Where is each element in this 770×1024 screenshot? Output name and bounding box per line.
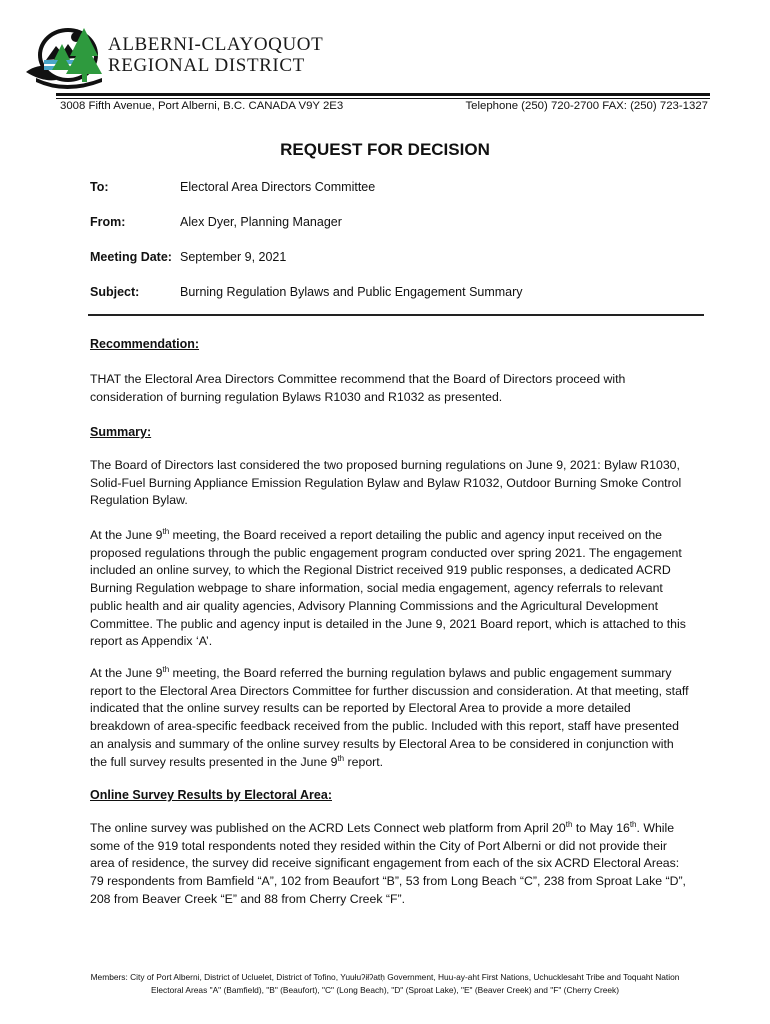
header-rule-thick <box>56 93 710 96</box>
summary-paragraph-2 <box>90 527 690 651</box>
summary-paragraph-1: The Board of Directors last considered the two proposed burning regulations on June 9, 2021: Bylaw R1030, Solid-Fuel Burning Appliance Emission Regulation Bylaw and Bylaw R1032, Outdoor Burning Smoke Control Regulation Bylaw. <box>90 458 682 508</box>
to-value: Electoral Area Directors Committee <box>180 180 376 194</box>
recommendation-heading: Recommendation: <box>90 337 200 351</box>
recommendation-text: THAT the Electoral Area Directors Committee recommend that the Board of Directors proceed with consideration of burning regulation Bylaws R1030 and R1032 as presented. <box>90 372 626 404</box>
district-logo-icon <box>22 22 112 92</box>
section-divider <box>88 314 704 316</box>
org-name-line1: ALBERNI-CLAYOQUOT <box>108 34 324 55</box>
meeting-date-label: Meeting Date: <box>90 250 172 264</box>
summary-paragraph-3 <box>90 665 690 771</box>
header-rule-thin <box>56 98 710 99</box>
footer-electoral-areas: Electoral Areas "A" (Bamfield), "B" (Beaufort), "C" (Long Beach), "D" (Sproat Lake), "E" (Beaver Creek) and "F" (Cherry Creek) <box>150 984 620 995</box>
summary-p3-middle: meeting, the Board referred the burning regulation bylaws and public engagement summary report to the Electoral Area Directors Committee for further discussion and consideration. At that meeting, staff indicated that the online survey results can be reported by Electoral Area to provide a more detailed breakdown of area-specific feedback received from the public. Included with this report, staff have presented an analysis and summary of the online survey results by Electoral Area to be considered in conjunction with the full survey results presented in the June 9 <box>90 666 689 769</box>
survey-p-superscript-1: th <box>565 819 573 829</box>
summary-p3-start: At the June 9 <box>90 666 163 680</box>
address: 3008 Fifth Avenue, Port Alberni, B.C. CANADA V9Y 2E3 <box>60 100 344 112</box>
summary-heading: Summary: <box>90 425 152 439</box>
meeting-date-value: September 9, 2021 <box>180 250 287 264</box>
footer-members: Members: City of Port Alberni, District of Ucluelet, District of Tofino, Yuułuʔiłʔatḥ Government, Huu-ay-aht First Nations, Uchucklesaht Tribe and Toquaht Nation <box>90 972 680 982</box>
subject-label: Subject: <box>90 285 140 299</box>
footer <box>0 971 770 996</box>
org-name-line2: REGIONAL DISTRICT <box>108 55 305 76</box>
telephone-fax: Telephone (250) 720-2700 FAX: (250) 723-1327 <box>465 100 708 112</box>
survey-p-start: The online survey was published on the ACRD Lets Connect web platform from April 20 <box>90 821 566 835</box>
from-value: Alex Dyer, Planning Manager <box>180 215 342 229</box>
summary-p2-rest: meeting, the Board received a report detailing the public and agency input received on the proposed regulations through the public engagement program conducted over spring 2021. The engagement included an online survey, to which the Regional District received 919 public responses, a dedicated ACRD Burning Regulation webpage to share information, social media engagement, agency referrals to relevant public health and air quality agencies, Advisory Planning Commissions and the Agricultural Development Committee. The public and agency input is detailed in the June 9, 2021 Board report, which is attached to this report as Appendix ‘A’. <box>90 528 686 649</box>
document-title: REQUEST FOR DECISION <box>280 140 490 159</box>
subject-value: Burning Regulation Bylaws and Public Engagement Summary <box>180 285 523 299</box>
survey-p-middle: to May 16 <box>572 821 630 835</box>
survey-p-superscript-2: th <box>629 819 637 829</box>
survey-p-end: . While some of the 919 total respondents noted they resided within the City of Port Alberni or did not provide their area of residence, the survey did receive significant engagement from each of the six ACRD Electoral Areas: 79 respondents from Bamfield “A”, 102 from Beaufort “B”, 53 from Long Beach “C”, 238 from Sproat Lake “D”, 208 from Beaver Creek “E” and 88 from Cherry Creek “F”. <box>90 821 686 906</box>
summary-p3-end: report. <box>344 754 384 769</box>
organization-name <box>108 34 323 76</box>
survey-results-paragraph <box>90 820 690 909</box>
summary-p2-superscript: th <box>162 526 170 536</box>
summary-p3-superscript: th <box>162 664 170 674</box>
summary-p3-superscript-2: th <box>337 753 345 763</box>
summary-p2-start: At the June 9 <box>90 528 163 542</box>
to-label: To: <box>90 180 109 194</box>
from-label: From: <box>90 215 126 229</box>
survey-results-heading: Online Survey Results by Electoral Area: <box>90 788 332 802</box>
